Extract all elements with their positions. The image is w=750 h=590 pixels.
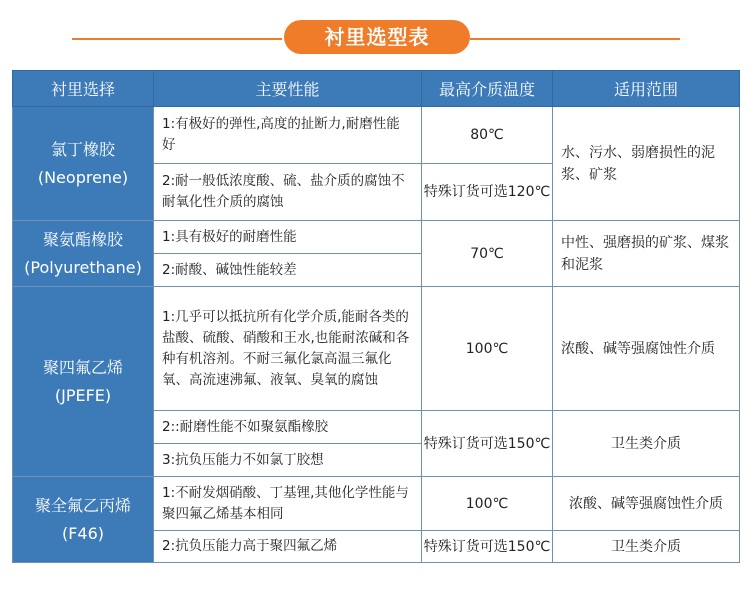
temperature-cell: 70℃ [422, 221, 553, 287]
material-code: (JPEFE) [54, 385, 112, 405]
title-banner [0, 0, 750, 60]
material-cell-neoprene [13, 107, 154, 221]
material-name: 聚氨酯橡胶 [42, 229, 123, 249]
table-row [13, 287, 740, 411]
temperature-cell: 100℃ [422, 477, 553, 531]
scope-cell: 中性、强磨损的矿浆、煤浆和泥浆 [553, 221, 740, 287]
performance-cell: 1:几乎可以抵抗所有化学介质,能耐各类的盐酸、硫酸、硝酸和王水,也能耐浓碱和各种有机溶剂。不耐三氟化氯高温三氟化氧、高流速沸氟、液氧、臭氧的腐蚀 [154, 287, 422, 411]
material-name: 聚四氟乙烯 [42, 357, 123, 377]
column-header-max-temp: 最高介质温度 [422, 71, 553, 107]
performance-cell: 1:有极好的弹性,高度的扯断力,耐磨性能好 [154, 107, 422, 164]
material-code: (Polyurethane) [24, 257, 142, 277]
temperature-cell: 80℃ [422, 107, 553, 164]
scope-cell: 卫生类介质 [553, 411, 740, 477]
column-header-scope: 适用范围 [553, 71, 740, 107]
title-divider-right [470, 38, 680, 40]
performance-cell: 1:不耐发烟硝酸、丁基锂,其他化学性能与聚四氟乙烯基本相同 [154, 477, 422, 531]
material-name: 聚全氟乙丙烯 [34, 495, 131, 515]
temperature-cell: 100℃ [422, 287, 553, 411]
material-cell-ptfe [13, 287, 154, 477]
temperature-cell: 特殊订货可选150℃ [422, 411, 553, 477]
table-row [13, 477, 740, 531]
material-cell-polyurethane [13, 221, 154, 287]
material-code: (F46) [61, 523, 105, 543]
table-header-row [13, 71, 740, 107]
table-row [13, 107, 740, 164]
title-divider-left [72, 38, 282, 40]
material-cell-f46 [13, 477, 154, 563]
performance-cell: 3:抗负压能力不如氯丁胶想 [154, 444, 422, 477]
table-row [13, 221, 740, 254]
performance-cell: 2:抗负压能力高于聚四氟乙烯 [154, 531, 422, 563]
page-title: 衬里选型表 [284, 20, 470, 54]
column-header-lining: 衬里选择 [13, 71, 154, 107]
material-code: (Neoprene) [37, 167, 129, 187]
temperature-cell: 特殊订货可选150℃ [422, 531, 553, 563]
lining-selection-table [12, 70, 740, 563]
scope-cell: 浓酸、碱等强腐蚀性介质 [553, 287, 740, 411]
temperature-cell: 特殊订货可选120℃ [422, 164, 553, 221]
scope-cell: 水、污水、弱磨损性的泥浆、矿浆 [553, 107, 740, 221]
scope-cell: 浓酸、碱等强腐蚀性介质 [553, 477, 740, 531]
performance-cell: 2::耐磨性能不如聚氨酯橡胶 [154, 411, 422, 444]
material-name: 氯丁橡胶 [50, 139, 115, 159]
performance-cell: 1:具有极好的耐磨性能 [154, 221, 422, 254]
performance-cell: 2:耐酸、碱蚀性能较差 [154, 254, 422, 287]
performance-cell: 2:耐一般低浓度酸、硫、盐介质的腐蚀不耐氧化性介质的腐蚀 [154, 164, 422, 221]
column-header-performance: 主要性能 [154, 71, 422, 107]
scope-cell: 卫生类介质 [553, 531, 740, 563]
